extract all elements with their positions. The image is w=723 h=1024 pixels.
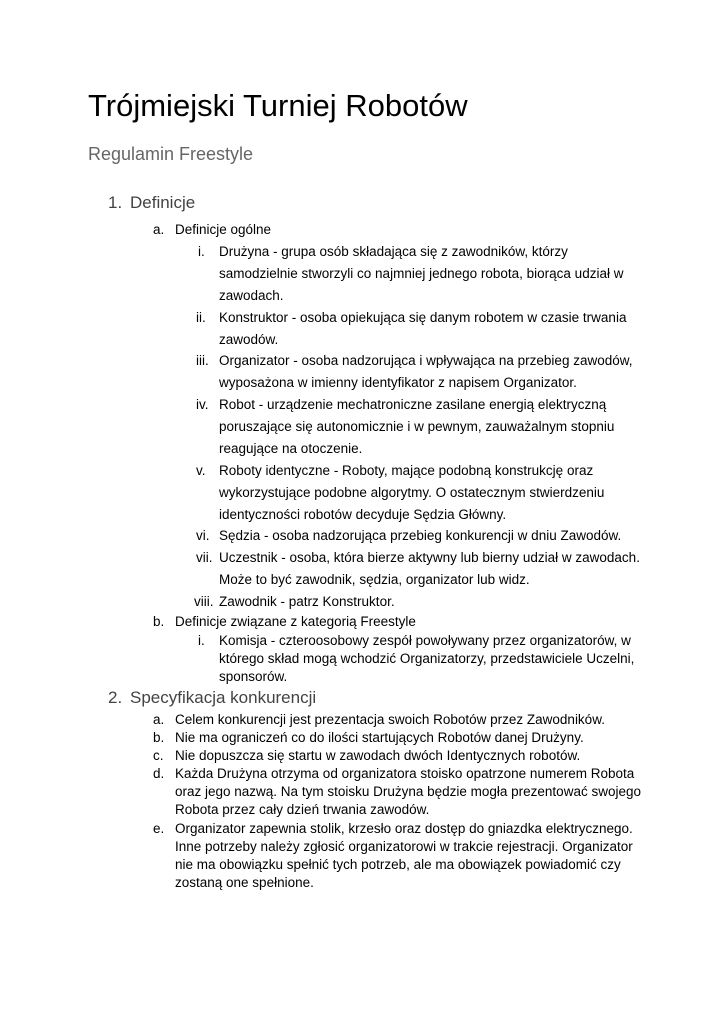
list-marker: i. xyxy=(198,633,205,648)
list-marker: v. xyxy=(196,463,206,478)
list-item-text: Drużyna - grupa osób składająca się z zawodników, którzy samodzielnie stworzyli co najmniej jednego robota, biorąca udział w zawodach. xyxy=(219,244,624,303)
list-item-text: Organizator - osoba nadzorująca i wpływająca na przebieg zawodów, wyposażona w imienny identyfikator z napisem Organizator. xyxy=(219,353,633,390)
list-marker: vi. xyxy=(196,528,210,543)
document-title: Trójmiejski Turniej Robotów xyxy=(88,88,468,123)
list-marker: iv. xyxy=(196,397,209,412)
list-item-text: Zawodnik - patrz Konstruktor. xyxy=(219,594,395,609)
list-marker: iii. xyxy=(196,353,209,368)
list-item-text: Każda Drużyna otrzyma od organizatora stoisko opatrzone numerem Robota oraz jego nazwą. Na tym stoisku Drużyna będzie mogła prezentować swojego Robota przez cały dzień trwania zawodów. xyxy=(175,766,641,817)
list-marker: i. xyxy=(198,244,205,259)
list-item-text: Sędzia - osoba nadzorująca przebieg konkurencji w dniu Zawodów. xyxy=(219,528,622,543)
list-marker: a. xyxy=(153,712,165,727)
list-item-text: Nie ma ograniczeń co do ilości startujących Robotów danej Drużyny. xyxy=(175,730,584,745)
list-item-text: Definicje ogólne xyxy=(175,222,272,237)
list-item-text: Uczestnik - osoba, która bierze aktywny lub bierny udział w zawodach. Może to być zawodnik, sędzia, organizator lub widz. xyxy=(219,550,640,587)
list-marker: b. xyxy=(153,614,165,629)
list-marker: b. xyxy=(153,730,165,745)
list-item-text: Konstruktor - osoba opiekująca się danym robotem w czasie trwania zawodów. xyxy=(219,310,627,347)
list-item-text: Roboty identyczne - Roboty, mające podobną konstrukcję oraz wykorzystujące podobne algorytmy. O ostatecznym stwierdzeniu identyczności robotów decyduje Sędzia Główny. xyxy=(219,463,605,522)
document-subtitle: Regulamin Freestyle xyxy=(88,144,254,164)
list-item-text: Definicje związane z kategorią Freestyle xyxy=(175,614,416,629)
list-item-text: Komisja - czteroosobowy zespół powoływany przez organizatorów, w którego skład mogą wchodzić Organizatorzy, przedstawiciele Uczelni, sponsorów. xyxy=(219,633,635,684)
list-marker: ii. xyxy=(196,310,206,325)
list-marker: viii. xyxy=(194,594,214,609)
list-item-text: Robot - urządzenie mechatroniczne zasilane energią elektryczną poruszające się autonomicznie i w pewnym, zauważalnym stopniu reagujące na otoczenie. xyxy=(219,397,615,456)
list-marker: d. xyxy=(153,766,165,781)
section-title: Definicje xyxy=(130,193,196,212)
list-item-text: Celem konkurencji jest prezentacja swoich Robotów przez Zawodników. xyxy=(175,712,605,727)
section-title: Specyfikacja konkurencji xyxy=(130,688,317,707)
list-marker: a. xyxy=(153,222,165,237)
section-number: 1. xyxy=(108,193,123,212)
list-item-text: Organizator zapewnia stolik, krzesło oraz dostęp do gniazdka elektrycznego. Inne potrzeby należy zgłosić organizatorowi w trakcie rejestracji. Organizator nie ma obowiązku spełnić tych potrzeb, ale ma obowiązek powiadomić czy zostaną one spełnione. xyxy=(175,821,633,890)
list-item-text: Nie dopuszcza się startu w zawodach dwóch Identycznych robotów. xyxy=(175,748,581,763)
list-marker: c. xyxy=(153,748,164,763)
section-number: 2. xyxy=(108,688,123,707)
list-marker: vii. xyxy=(196,550,213,565)
list-marker: e. xyxy=(153,821,165,836)
